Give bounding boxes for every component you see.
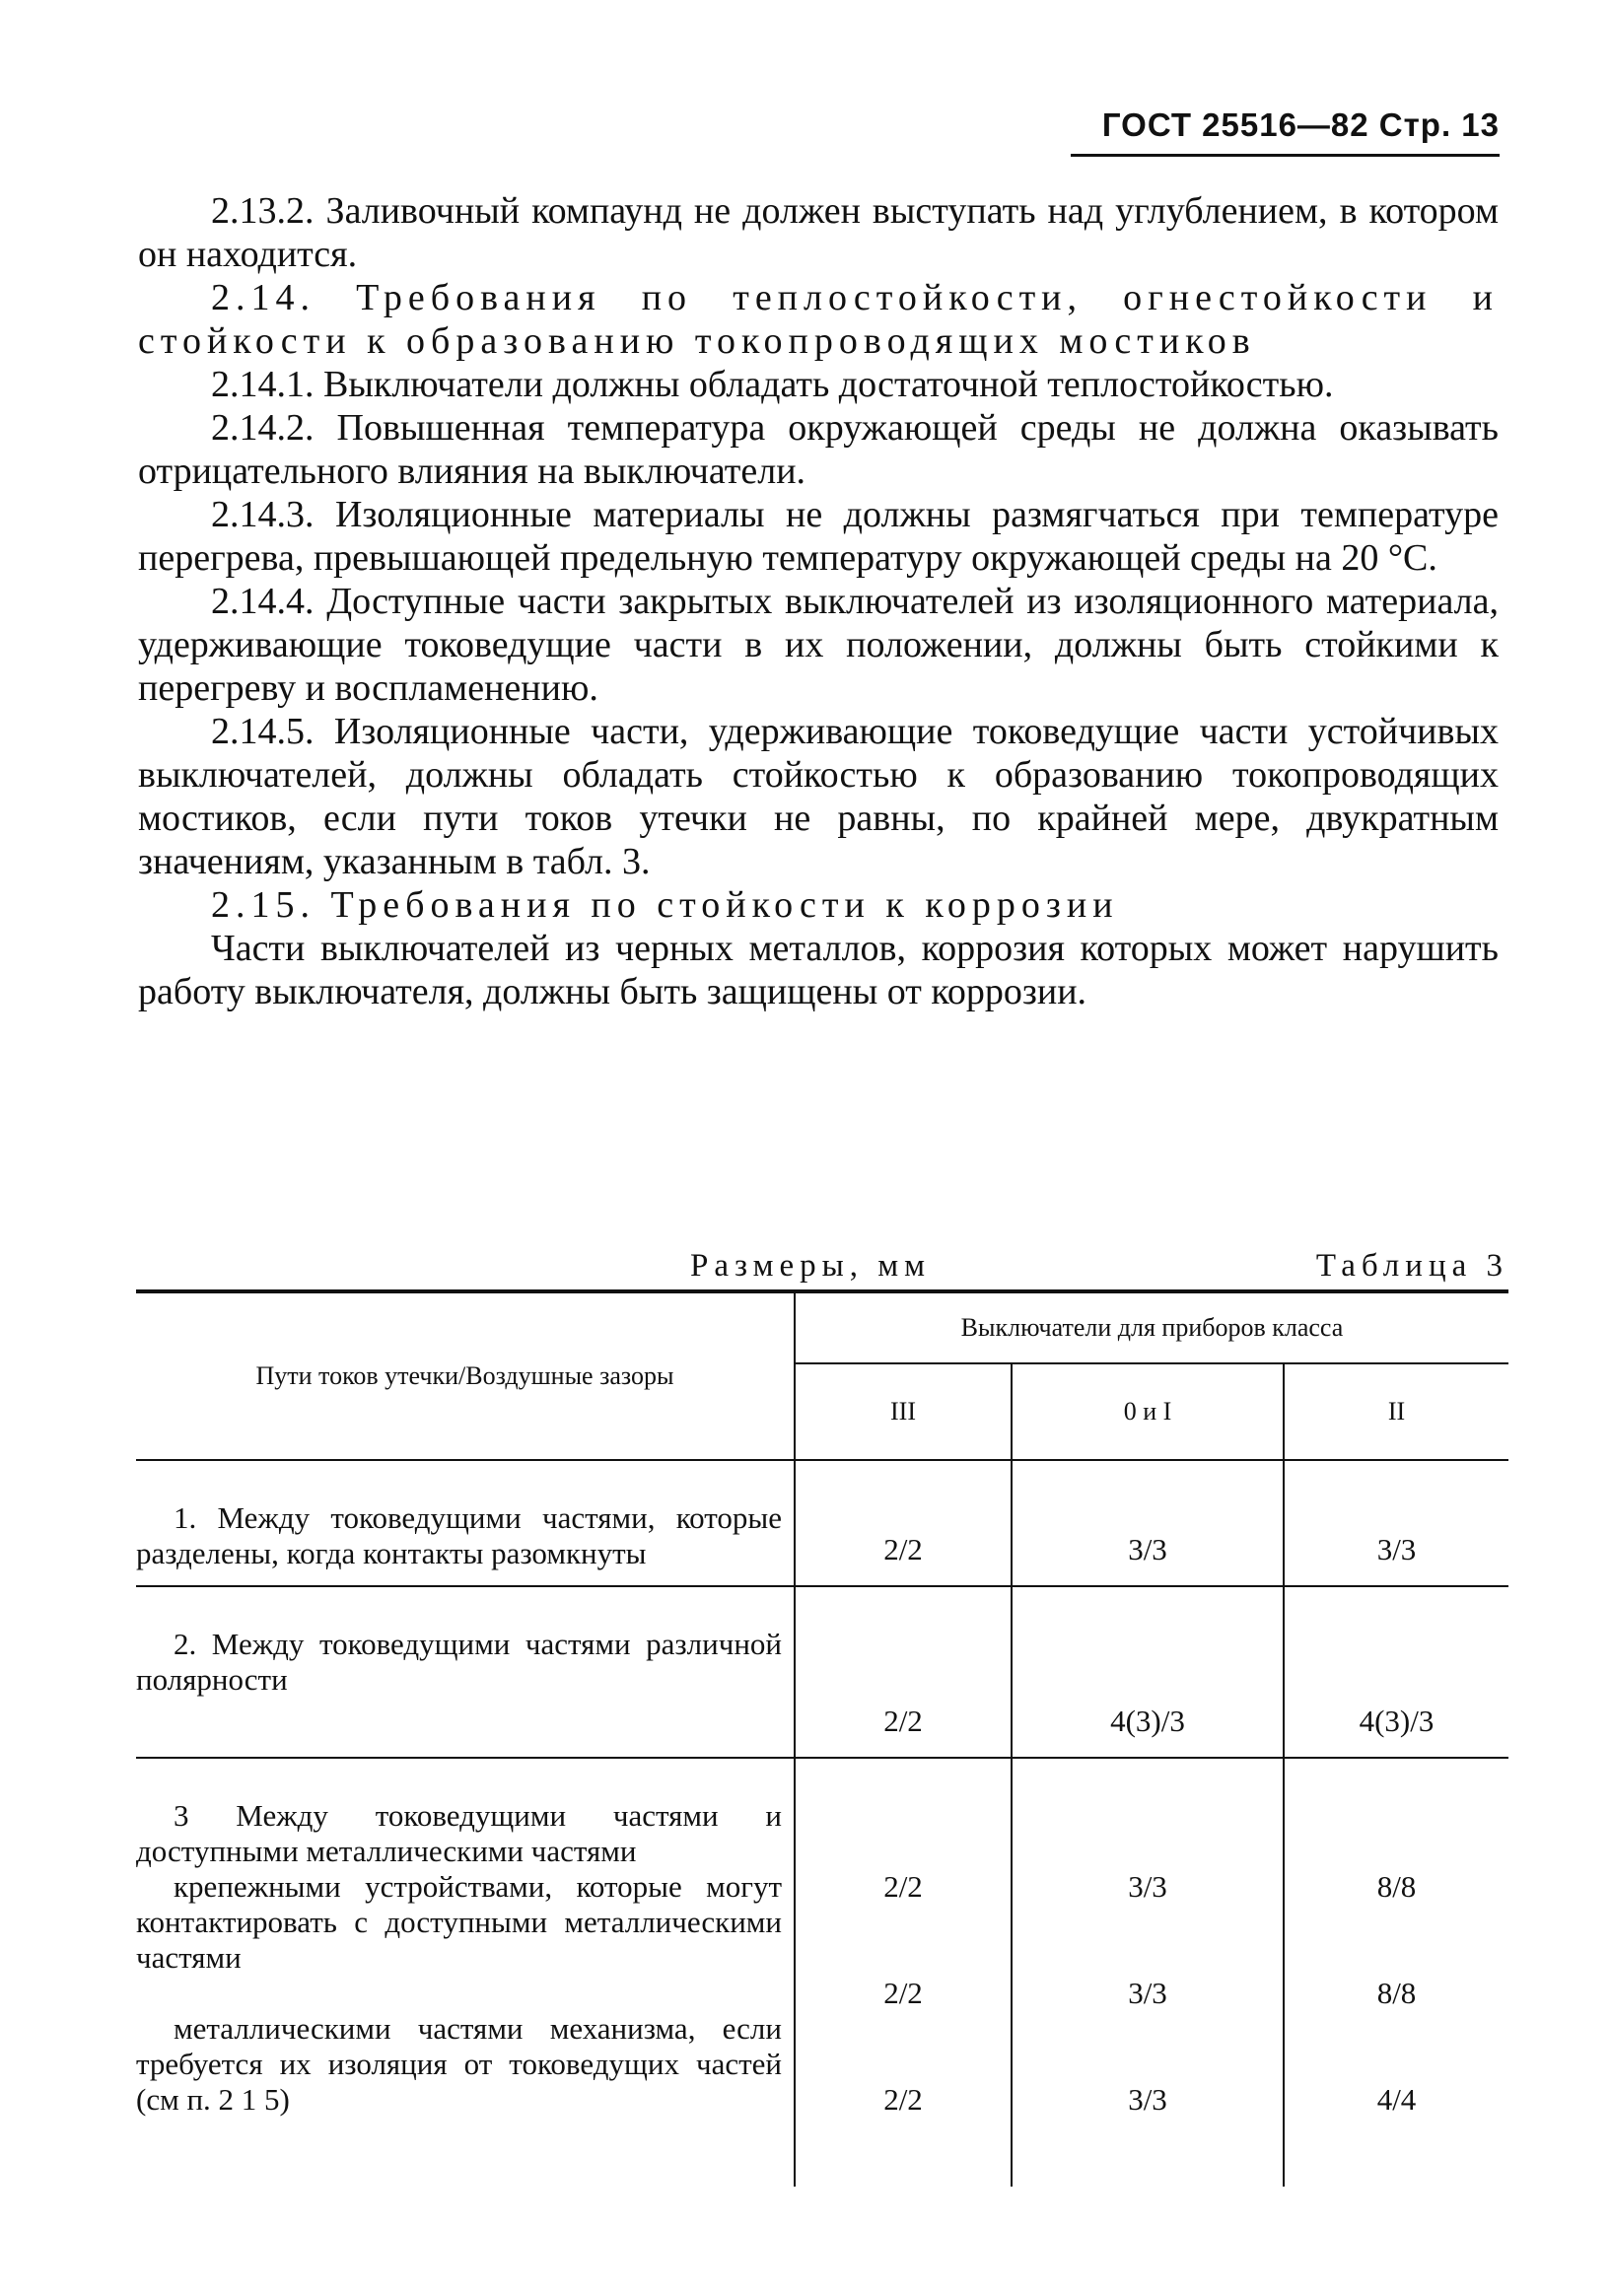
- heading-2-15: 2.15. Требования по стойкости к коррозии: [211, 884, 1119, 926]
- table-cell: 4/4: [1376, 2082, 1417, 2117]
- table-caption: [690, 1248, 1508, 1285]
- subrow-label: металлическими частями механизма, если требуется их изоляция от токоведущих частей (см п. 2 1 5): [136, 2011, 782, 2117]
- table-subrow: [136, 1976, 1508, 2011]
- table-cell: 2/2: [795, 1869, 1012, 1976]
- table-cell: 3/3: [1012, 2011, 1284, 2187]
- col-paths-header: Пути токов утечки/Воздушные зазоры: [136, 1291, 795, 1460]
- table-cell: 3/3: [1012, 1976, 1284, 2011]
- table-cell: 4(3)/3: [1012, 1586, 1284, 1758]
- table-cell: 8/8: [1376, 1869, 1417, 1904]
- row-label: 3 Между токоведущими частями и доступными металлическими частями: [136, 1798, 782, 1868]
- table-cell: 2/2: [795, 2011, 1012, 2187]
- col-group-header: Выключатели для приборов класса: [795, 1291, 1508, 1363]
- paragraph-2-14-3: 2.14.3. Изоляционные материалы не должны размягчаться при температуре перегрева, превышающей предельную температуру окружающей среды на 20 °С.: [138, 494, 1499, 579]
- paragraph-2-15: Части выключателей из черных металлов, коррозия которых может нарушить работу выключателя, должны быть защищены от коррозии.: [138, 928, 1499, 1012]
- table-cell: 4(3)/3: [1284, 1586, 1508, 1758]
- table-row: [136, 1758, 1508, 1869]
- table-cell-empty: [795, 1758, 1012, 1869]
- row-3-label-cell: [136, 1758, 795, 1869]
- body-text: [138, 189, 1499, 1013]
- page-header: ГОСТ 25516—82 Стр. 13: [1101, 106, 1500, 143]
- table-cell: 3/3: [1012, 1869, 1284, 1976]
- paragraph-2-14-4: 2.14.4. Доступные части закрытых выключателей из изоляционного материала, удерживающие токоведущие части в их положении, должны быть стойкими к перегреву и воспламенению.: [138, 581, 1499, 709]
- paragraph-2-14-1: 2.14.1. Выключатели должны обладать достаточной теплостойкостью.: [211, 364, 1334, 405]
- subrow-label-cell: [136, 1869, 795, 1976]
- table-cell: 2/2: [795, 1586, 1012, 1758]
- table-header-row: [136, 1291, 1508, 1363]
- table-cell: 2/2: [795, 1460, 1012, 1586]
- class-header: III: [795, 1363, 1012, 1460]
- table-cell-empty: [1284, 1758, 1508, 1869]
- table-number: Таблица 3: [1315, 1248, 1508, 1284]
- table-row: [136, 1586, 1508, 1758]
- row-label: 2. Между токоведущими частями различной полярности: [136, 1586, 795, 1758]
- table-subrow: [136, 1869, 1508, 1976]
- subrow-label-cell: [136, 2011, 795, 2187]
- paragraph-2-13-2: 2.13.2. Заливочный компаунд не должен выступать над углублением, в котором он находится.: [138, 190, 1499, 275]
- table-cell: 3/3: [1012, 1460, 1284, 1586]
- class-header: II: [1284, 1363, 1508, 1460]
- table-cell: 8/8: [1376, 1976, 1417, 2010]
- table-units: Размеры, мм: [690, 1248, 932, 1284]
- table-cell: 3/3: [1284, 1460, 1508, 1586]
- subrow-label: крепежными устройствами, которые могут контактировать с доступными металлическими частями: [136, 1869, 782, 1975]
- heading-2-14: 2.14. Требования по теплостойкости, огнестойкости и стойкости к образованию токопроводящих мостиков: [138, 277, 1499, 362]
- table-row: [136, 1460, 1508, 1586]
- table-3: [136, 1289, 1508, 2187]
- table-cell-empty: [1012, 1758, 1284, 1869]
- paragraph-2-14-2: 2.14.2. Повышенная температура окружающей среды не должна оказывать отрицательного влияния на выключатели.: [138, 407, 1499, 492]
- row-label: 1. Между токоведущими частями, которые разделены, когда контакты разомкнуты: [136, 1460, 795, 1586]
- header-rule: [1071, 154, 1500, 157]
- table-subrow: [136, 2011, 1508, 2187]
- paragraph-2-14-5: 2.14.5. Изоляционные части, удерживающие токоведущие части устойчивых выключателей, должны обладать стойкостью к образованию токопроводящих мостиков, если пути токов утечки не равны, по крайней мере, двукратным значениям, указанным в табл. 3.: [138, 711, 1499, 882]
- subrow-label-cell-empty: [136, 1976, 795, 2011]
- table-cell: 2/2: [795, 1976, 1012, 2011]
- class-header: 0 и I: [1012, 1363, 1284, 1460]
